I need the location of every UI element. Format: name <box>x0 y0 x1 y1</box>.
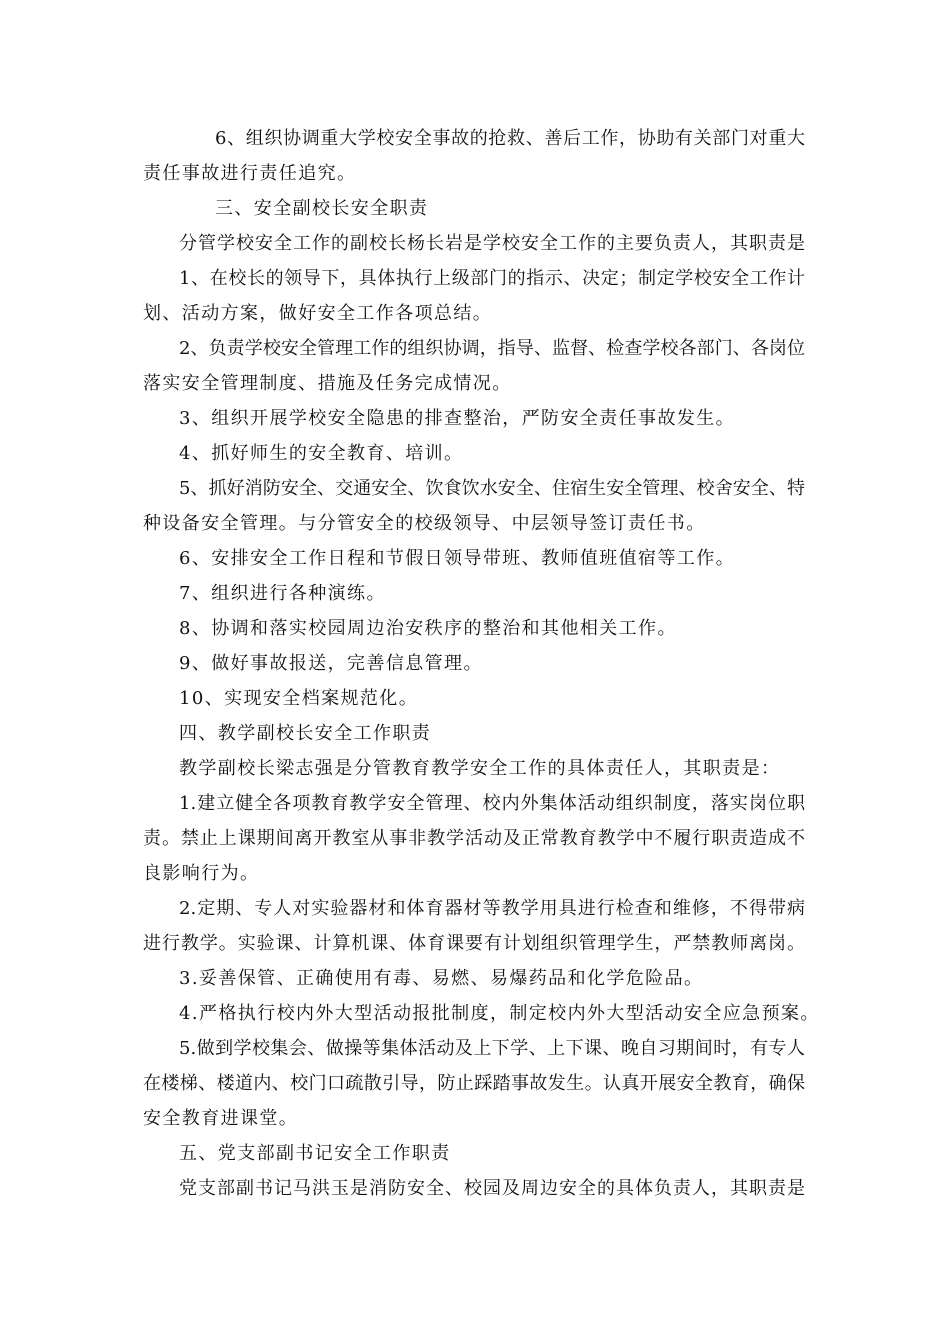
paragraph-line: 责。禁止上课期间离开教室从事非教学活动及正常教育教学中不履行职责造成不 <box>143 828 805 849</box>
paragraph-line: 进行教学。实验课、计算机课、体育课要有计划组织管理学生，严禁教师离岗。 <box>143 933 805 954</box>
section-heading: 五、党支部副书记安全工作职责 <box>179 1143 451 1164</box>
paragraph-line: 3.妥善保管、正确使用有毒、易燃、易爆药品和化学危险品。 <box>179 968 704 989</box>
paragraph-line: 落实安全管理制度、措施及任务完成情况。 <box>143 373 512 394</box>
paragraph-line: 6、组织协调重大学校安全事故的抢救、善后工作，协助有关部门对重大 <box>215 128 805 149</box>
paragraph-line: 划、活动方案，做好安全工作各项总结。 <box>143 303 493 324</box>
paragraph-line: 1、在校长的领导下，具体执行上级部门的指示、决定；制定学校安全工作计 <box>179 268 805 289</box>
paragraph-line: 教学副校长梁志强是分管教育教学安全工作的具体责任人，其职责是： <box>179 758 781 779</box>
paragraph-line: 5.做到学校集会、做操等集体活动及上下学、上下课、晚自习期间时，有专人 <box>179 1038 805 1059</box>
paragraph-line: 2、负责学校安全管理工作的组织协调，指导、监督、检查学校各部门、各岗位 <box>179 338 805 359</box>
paragraph-line: 责任事故进行责任追究。 <box>143 163 357 184</box>
paragraph-line: 8、协调和落实校园周边治安秩序的整治和其他相关工作。 <box>179 618 677 639</box>
paragraph-line: 10、实现安全档案规范化。 <box>179 688 419 709</box>
paragraph-line: 7、组织进行各种演练。 <box>179 583 386 604</box>
section-heading: 四、教学副校长安全工作职责 <box>179 723 432 744</box>
paragraph-line: 3、组织开展学校安全隐患的排查整治，严防安全责任事故发生。 <box>179 408 736 429</box>
paragraph-line: 在楼梯、楼道内、校门口疏散引导，防止踩踏事故发生。认真开展安全教育，确保 <box>143 1073 805 1094</box>
section-heading: 三、安全副校长安全职责 <box>215 198 429 219</box>
paragraph-line: 分管学校安全工作的副校长杨长岩是学校安全工作的主要负责人，其职责是 <box>179 233 805 254</box>
paragraph-line: 4.严格执行校内外大型活动报批制度，制定校内外大型活动安全应急预案。 <box>179 1003 820 1024</box>
paragraph-line: 安全教育进课堂。 <box>143 1108 299 1129</box>
paragraph-line: 5、抓好消防安全、交通安全、饮食饮水安全、住宿生安全管理、校舍安全、特 <box>179 478 805 499</box>
paragraph-line: 1.建立健全各项教育教学安全管理、校内外集体活动组织制度，落实岗位职 <box>179 793 805 814</box>
paragraph-line: 4、抓好师生的安全教育、培训。 <box>179 443 464 464</box>
paragraph-line: 9、做好事故报送，完善信息管理。 <box>179 653 483 674</box>
paragraph-line: 2.定期、专人对实验器材和体育器材等教学用具进行检查和维修，不得带病 <box>179 898 805 919</box>
paragraph-line: 良影响行为。 <box>143 863 260 884</box>
paragraph-line: 6、安排安全工作日程和节假日领导带班、教师值班值宿等工作。 <box>179 548 736 569</box>
paragraph-line: 种设备安全管理。与分管安全的校级领导、中层领导签订责任书。 <box>143 513 706 534</box>
paragraph-line: 党支部副书记马洪玉是消防安全、校园及周边安全的具体负责人，其职责是 <box>179 1178 805 1199</box>
